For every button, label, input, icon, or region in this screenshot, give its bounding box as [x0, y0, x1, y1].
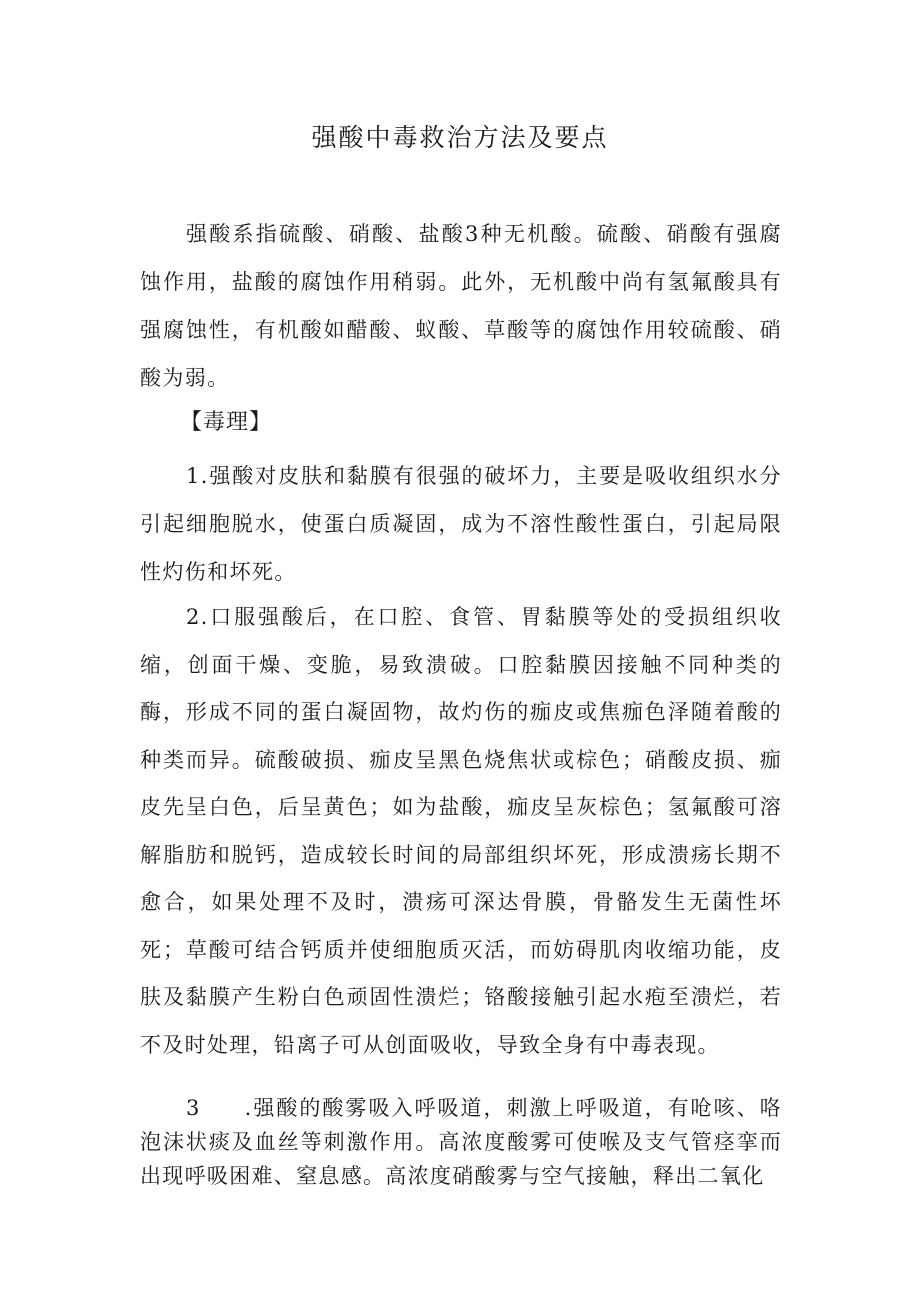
- numbered-paragraph-3: [140, 1091, 782, 1193]
- numbered-paragraph-1: [140, 452, 782, 596]
- document-title: 强酸中毒救治方法及要点: [311, 123, 609, 152]
- section-heading-toxicology: 【毒理】: [180, 410, 273, 435]
- numbered-paragraph-2: [140, 594, 782, 1069]
- paragraph-number: 1: [186, 464, 201, 488]
- paragraph-number: 2: [186, 605, 201, 629]
- paragraph-text: .强酸的酸雾吸入呼吸道，刺激上呼吸道，有呛咳、咯泡沫状痰及血丝等刺激作用。高浓度酸雾可使喉及支气管痉挛而出现呼吸困难、窒息感。高浓度硝酸雾与空气接触，释出二氧化: [140, 1096, 782, 1188]
- paragraph-text: .口服强酸后，在口腔、食管、胃黏膜等处的受损组织收缩，创面干燥、变脆，易致溃破。口腔黏膜因接触不同种类的酶，形成不同的蛋白凝固物，故灼伤的痂皮或焦痂色泽随着酸的种类而异。硫酸破损、痂皮呈黑色烧焦状或棕色；硝酸皮损、痂皮先呈白色，后呈黄色；如为盐酸，痂皮呈灰棕色；氢氟酸可溶解脂肪和脱钙，造成较长时间的局部组织坏死，形成溃疡长期不愈合，如果处理不及时，溃疡可深达骨膜，骨骼发生无菌性坏死；草酸可结合钙质并使细胞质灭活，而妨碍肌肉收缩功能，皮肤及黏膜产生粉白色顽固性溃烂；铬酸接触引起水疱至溃烂，若不及时处理，铅离子可从创面吸收，导致全身有中毒表现。: [140, 605, 782, 1057]
- intro-paragraph: 强酸系指硫酸、硝酸、盐酸3种无机酸。硫酸、硝酸有强腐蚀作用，盐酸的腐蚀作用稍弱。此外，无机酸中尚有氢氟酸具有强腐蚀性，有机酸如醋酸、蚁酸、草酸等的腐蚀作用较硫酸、硝酸为弱。: [140, 222, 782, 390]
- paragraph-number: 3: [186, 1096, 201, 1120]
- paragraph-text: .强酸对皮肤和黏膜有很强的破坏力，主要是吸收组织水分引起细胞脱水，使蛋白质凝固，成为不溶性酸性蛋白，引起局限性灼伤和坏死。: [140, 464, 782, 584]
